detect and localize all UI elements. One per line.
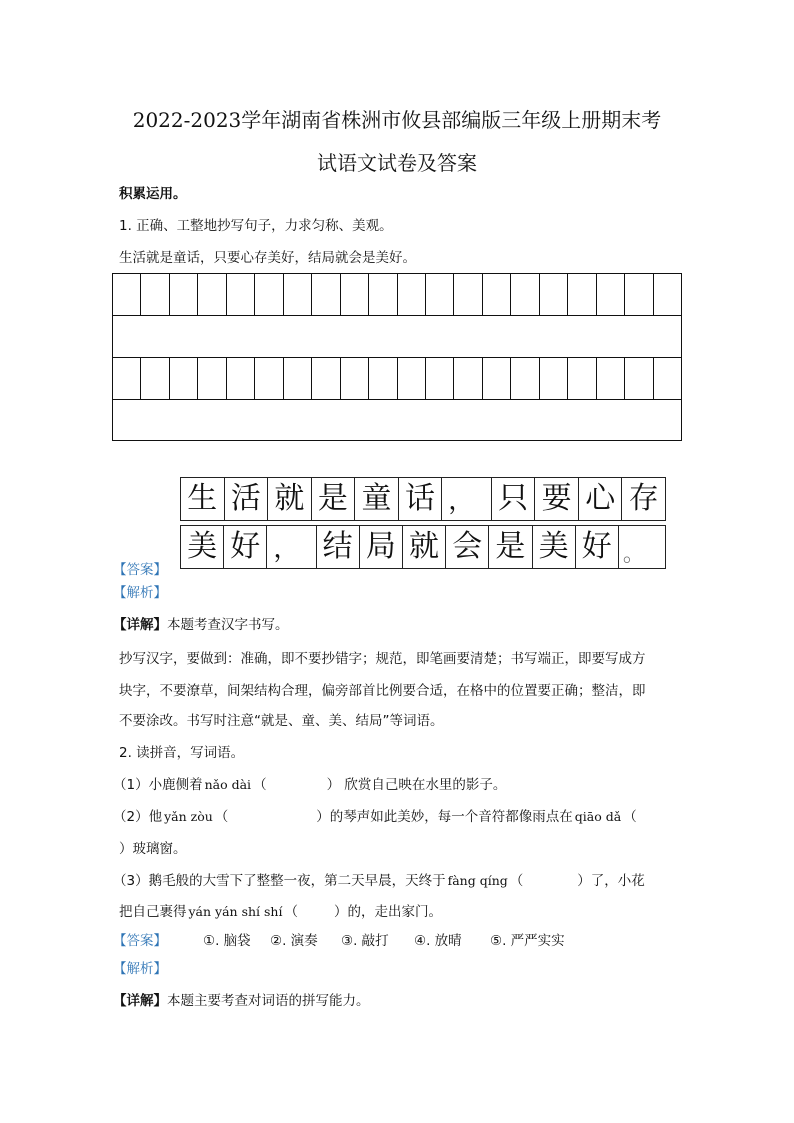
q2-detail	[113, 992, 370, 1010]
grid-cell	[341, 358, 369, 399]
answer-char-cell: 心	[579, 478, 623, 520]
grid-cell	[654, 274, 681, 315]
grid-cell	[454, 274, 482, 315]
writing-grid	[112, 273, 682, 441]
q2-answer-label: 【答案】	[113, 933, 167, 949]
grid-cell	[568, 274, 596, 315]
q2-answer-5: ⑤. 严严实实	[490, 933, 565, 949]
grid-cell	[170, 358, 198, 399]
question-2-prompt: 2. 读拼音，写词语。	[119, 745, 245, 761]
answer-char-cell: 局	[360, 526, 403, 568]
answer-char-cell: 会	[446, 526, 489, 568]
q2-item-1-open-paren: （	[253, 777, 267, 793]
grid-cell	[113, 358, 141, 399]
answer-char-cell: 是	[489, 526, 532, 568]
grid-cell	[255, 358, 283, 399]
q2-item-3-continuation	[119, 903, 442, 921]
answer-char-cell: 生	[181, 478, 225, 520]
q2-item-1	[113, 776, 506, 794]
grid-cell	[227, 274, 255, 315]
q2-answer-2: ②. 演奏	[270, 933, 318, 949]
q2-item-3-pinyin-2: yán yán shí shí	[188, 904, 283, 919]
answer-char-cell: 存	[628, 481, 659, 516]
q2-item-1-number: （1）	[113, 777, 149, 793]
q2-item-2-text-before: 他	[148, 809, 163, 825]
grid-cell	[284, 358, 312, 399]
q2-item-3-cont-before: 把自己裹得	[119, 904, 187, 920]
q1-explanation-line-3: 不要涂改。书写时注意“就是、童、美、结局”等词语。	[119, 713, 444, 729]
q2-item-1-text-after: ） 欣赏自己映在水里的影子。	[326, 777, 507, 793]
grid-cell	[198, 274, 226, 315]
grid-blank-row-1	[113, 316, 681, 358]
question-1-sentence: 生活就是童话，只要心存美好，结局就会是美好。	[119, 250, 416, 266]
grid-cell	[141, 358, 169, 399]
answer-char-cell: 结	[317, 526, 360, 568]
q1-detail	[113, 616, 289, 634]
q2-item-3-number: （3）	[113, 873, 149, 889]
grid-cell	[625, 358, 653, 399]
answer-char-cell: ，	[267, 526, 316, 568]
grid-cell	[426, 358, 454, 399]
q2-item-1-pinyin: nǎo dài	[204, 777, 252, 792]
grid-cell	[341, 274, 369, 315]
q1-detail-text: 本题考查汉字书写。	[167, 617, 289, 633]
q2-answer-4: ④. 放晴	[414, 933, 462, 949]
q2-answer-3: ③. 敲打	[341, 933, 389, 949]
grid-cell	[654, 358, 681, 399]
answer-char-cell: 活	[225, 478, 269, 520]
q2-answer-1: ①. 脑袋	[203, 933, 251, 949]
q2-item-2-text-middle: ）的琴声如此美妙，每一个音符都像雨点在	[316, 809, 573, 825]
answer-image-row-2	[180, 525, 666, 569]
q2-detail-text: 本题主要考查对词语的拼写能力。	[167, 993, 370, 1009]
answer-char-cell: 美	[181, 526, 224, 568]
answer-char-cell: 就	[403, 526, 446, 568]
q2-item-2-pinyin: yǎn zòu	[164, 809, 213, 824]
q1-analysis-label: 【解析】	[113, 585, 167, 601]
q2-item-3-pinyin: fàng qíng	[447, 873, 508, 888]
q2-analysis-label: 【解析】	[113, 961, 167, 977]
answer-char-cell: 只	[492, 478, 536, 520]
grid-cell	[597, 358, 625, 399]
answer-image-row-1	[180, 477, 666, 521]
answer-char-cell: 是	[312, 478, 356, 520]
grid-cell	[312, 274, 340, 315]
q2-item-3-text-after: ）了，小花	[577, 873, 645, 889]
q2-item-2-number: （2）	[113, 809, 149, 825]
grid-cell	[369, 358, 397, 399]
grid-cell	[312, 358, 340, 399]
grid-cell	[369, 274, 397, 315]
answer-char-cell: 要	[535, 478, 579, 520]
q2-item-3	[113, 872, 645, 890]
grid-cell	[483, 358, 511, 399]
grid-cell	[597, 274, 625, 315]
q2-item-3-open-paren: （	[509, 873, 524, 889]
q2-item-2-pinyin-2: qiāo dǎ	[574, 809, 622, 824]
answer-char-cell: ，	[442, 478, 492, 520]
q2-item-2-open-paren-2: （	[623, 809, 637, 825]
q1-detail-label: 【详解】	[113, 617, 167, 633]
q2-item-1-text-before: 小鹿侧着	[148, 777, 203, 793]
answer-char-cell: 好	[576, 526, 619, 568]
grid-cell	[255, 274, 283, 315]
grid-cell	[113, 274, 141, 315]
q2-item-2-continuation: ）玻璃窗。	[119, 841, 187, 857]
grid-cell	[227, 358, 255, 399]
grid-blank-row-2	[113, 400, 681, 442]
grid-cell	[426, 274, 454, 315]
q1-answer-label: 【答案】	[113, 562, 167, 578]
document-title-line-1: 2022-2023学年湖南省株洲市攸县部编版三年级上册期末考	[132, 108, 662, 132]
q1-explanation-line-2: 块字，不要潦草，间架结构合理，偏旁部首比例要合适，在格中的位置要正确；整洁，即	[119, 683, 646, 699]
answer-char-cell: 美	[533, 526, 576, 568]
grid-cell	[483, 274, 511, 315]
grid-cell	[540, 358, 568, 399]
q2-detail-label: 【详解】	[113, 993, 167, 1009]
grid-cell	[625, 274, 653, 315]
answer-char-cell: 好	[224, 526, 267, 568]
answer-char-cell: 话	[399, 478, 443, 520]
grid-cell	[198, 358, 226, 399]
grid-cell	[511, 274, 539, 315]
grid-cell	[511, 358, 539, 399]
q2-item-3-text-before: 鹅毛般的大雪下了整整一夜，第二天早晨，天终于	[148, 873, 446, 889]
answer-handwriting-image	[180, 477, 666, 573]
answer-char-cell: 童	[355, 478, 399, 520]
grid-cell	[398, 358, 426, 399]
answer-char-cell: 就	[268, 478, 312, 520]
answer-char-cell: 。	[622, 542, 645, 567]
grid-cell	[540, 274, 568, 315]
q2-item-3-cont-after: ）的，走出家门。	[333, 904, 442, 920]
grid-cell	[141, 274, 169, 315]
grid-cell-row-2	[113, 358, 681, 400]
grid-cell-row-1	[113, 274, 681, 316]
question-1-prompt: 1. 正确、工整地抄写句子，力求匀称、美观。	[119, 218, 393, 234]
grid-cell	[284, 274, 312, 315]
grid-cell	[568, 358, 596, 399]
document-title-line-2: 试语文试卷及答案	[317, 151, 477, 175]
q2-item-3-open-paren-2: （	[284, 904, 298, 920]
section-heading: 积累运用。	[119, 186, 187, 202]
q2-answer-row	[0, 929, 794, 949]
grid-cell	[454, 358, 482, 399]
grid-cell	[170, 274, 198, 315]
q2-item-2	[113, 808, 637, 826]
grid-cell	[398, 274, 426, 315]
q2-item-2-open-paren: （	[214, 809, 229, 825]
q1-explanation-line-1: 抄写汉字，要做到：准确，即不要抄错字；规范，即笔画要清楚；书写端正，即要写成方	[119, 651, 646, 667]
